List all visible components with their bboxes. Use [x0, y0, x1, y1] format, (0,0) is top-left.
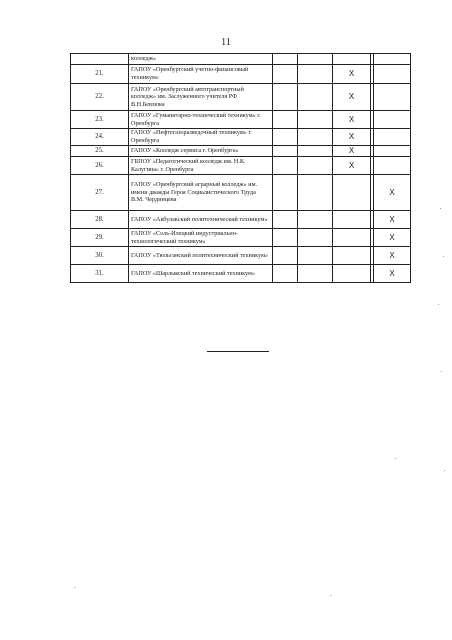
- mark-cell: [298, 229, 333, 247]
- table-row: [71, 157, 411, 175]
- institution-name: ГАПОУ «Акбулакский политехнический техникум»: [129, 211, 273, 229]
- page-number: 11: [221, 37, 231, 48]
- table-row: [71, 111, 411, 129]
- mark-cell: [333, 175, 371, 211]
- mark-cell: X: [374, 229, 411, 247]
- row-number: 23.: [71, 111, 129, 129]
- mark-cell: X: [333, 146, 371, 157]
- mark-cell: [273, 146, 298, 157]
- mark-cell: X: [374, 265, 411, 283]
- mark-cell: [298, 265, 333, 283]
- institution-name: ГАПОУ «Колледж сервиса г. Оренбурга»: [129, 146, 273, 157]
- institution-name: ГАПОУ «Оренбургский автотранспортный колледж» им. Заслуженного учителя РФ В.Н.Бевзюка: [129, 84, 273, 111]
- mark-cell: [298, 247, 333, 265]
- scan-speck: [441, 371, 442, 372]
- mark-cell: X: [333, 111, 371, 129]
- row-number: 22.: [71, 84, 129, 111]
- scan-speck: [395, 458, 396, 459]
- mark-cell: [298, 175, 333, 211]
- mark-cell: X: [374, 175, 411, 211]
- table-row: [71, 65, 411, 84]
- mark-cell: [333, 211, 371, 229]
- mark-cell: [333, 265, 371, 283]
- mark-cell: [374, 111, 411, 129]
- mark-cell: [273, 157, 298, 175]
- mark-cell: [298, 54, 333, 65]
- scan-speck: [443, 256, 444, 257]
- row-number: [71, 54, 129, 65]
- table-row: [71, 146, 411, 157]
- mark-cell: [374, 129, 411, 146]
- mark-cell: [374, 84, 411, 111]
- mark-cell: X: [333, 65, 371, 84]
- institution-name: ГАПОУ «Оренбургский учетно-финансовый техникум»: [129, 65, 273, 84]
- institution-name: ГАПОУ «Соль-Илецкий индустриально-технологический техникум»: [129, 229, 273, 247]
- table-row: [71, 247, 411, 265]
- table-row: [71, 175, 411, 211]
- scan-speck: [438, 304, 439, 305]
- institution-name: ГАПОУ «Нефтегазоразведочный техникум» г. Оренбурга: [129, 129, 273, 146]
- table-row: [71, 265, 411, 283]
- row-number: 28.: [71, 211, 129, 229]
- row-number: 24.: [71, 129, 129, 146]
- mark-cell: [298, 84, 333, 111]
- mark-cell: [298, 157, 333, 175]
- institution-name: ГАПОУ «Шарлыкский технический техникум»: [129, 265, 273, 283]
- mark-cell: [333, 54, 371, 65]
- mark-cell: [374, 65, 411, 84]
- row-number: 30.: [71, 247, 129, 265]
- institution-name: колледж»: [129, 54, 273, 65]
- mark-cell: X: [374, 247, 411, 265]
- mark-cell: [333, 247, 371, 265]
- mark-cell: X: [374, 211, 411, 229]
- mark-cell: [273, 247, 298, 265]
- institutions-table: [70, 53, 411, 283]
- mark-cell: [273, 211, 298, 229]
- mark-cell: [298, 111, 333, 129]
- scan-speck: [330, 595, 331, 596]
- table-body: [71, 54, 411, 283]
- table-row: [71, 129, 411, 146]
- mark-cell: [298, 129, 333, 146]
- table-row: [71, 84, 411, 111]
- mark-cell: [273, 175, 298, 211]
- mark-cell: X: [333, 157, 371, 175]
- mark-cell: [298, 65, 333, 84]
- mark-cell: [298, 146, 333, 157]
- table-row: [71, 54, 411, 65]
- row-number: 21.: [71, 65, 129, 84]
- institution-name: ГАПОУ «Оренбургский аграрный колледж» им. имени дважды Героя Социалистического Труда В.М. Чердинцева: [129, 175, 273, 211]
- mark-cell: [273, 65, 298, 84]
- mark-cell: [273, 265, 298, 283]
- table-row: [71, 229, 411, 247]
- row-number: 29.: [71, 229, 129, 247]
- institution-name: ГАПОУ «Гуманитарно-технический техникум» г. Оренбурга: [129, 111, 273, 129]
- row-number: 25.: [71, 146, 129, 157]
- mark-cell: X: [333, 129, 371, 146]
- end-of-document-rule: [207, 351, 269, 352]
- table-row: [71, 211, 411, 229]
- mark-cell: [374, 146, 411, 157]
- mark-cell: [374, 157, 411, 175]
- scan-speck: [440, 208, 441, 209]
- row-number: 26.: [71, 157, 129, 175]
- mark-cell: X: [333, 84, 371, 111]
- scan-speck: [74, 587, 75, 588]
- mark-cell: [273, 129, 298, 146]
- institution-name: ГАПОУ «Тюльганский политехнический техникум»: [129, 247, 273, 265]
- institution-name: ГБПОУ «Педагогический колледж им. Н.К. Калугина» г. Оренбурга: [129, 157, 273, 175]
- mark-cell: [273, 54, 298, 65]
- row-number: 31.: [71, 265, 129, 283]
- mark-cell: [298, 211, 333, 229]
- mark-cell: [273, 111, 298, 129]
- scan-speck: [444, 470, 445, 471]
- mark-cell: [273, 229, 298, 247]
- row-number: 27.: [71, 175, 129, 211]
- mark-cell: [374, 54, 411, 65]
- mark-cell: [333, 229, 371, 247]
- mark-cell: [273, 84, 298, 111]
